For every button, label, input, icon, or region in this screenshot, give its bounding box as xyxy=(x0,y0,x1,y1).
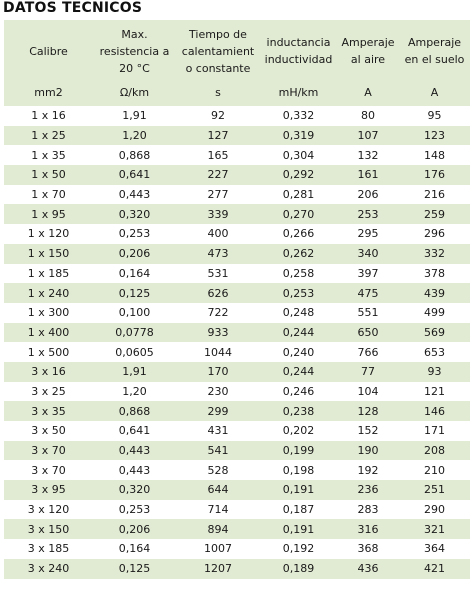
cell-resistance: 0,320 xyxy=(93,204,176,224)
cell-ampacity-air: 283 xyxy=(357,503,379,517)
column-header-line: Amperaje xyxy=(407,36,462,49)
column-header-line: Calibre xyxy=(29,44,68,58)
cell-ampacity-ground: 421 xyxy=(399,559,470,579)
table-row xyxy=(4,421,470,441)
cell-ampacity-air: 650 xyxy=(337,323,399,343)
cell-ampacity-ground: 146 xyxy=(399,401,470,421)
cell-inductance: 0,281 xyxy=(282,188,315,202)
cell-ampacity-air: 152 xyxy=(357,424,379,438)
cell-resistance: 0,125 xyxy=(93,283,176,303)
table-header xyxy=(4,20,470,106)
unit-calibre: mm2 xyxy=(4,82,93,106)
cell-calibre: 1 x 16 xyxy=(31,109,66,123)
unit-resistance: Ω/km xyxy=(93,82,176,106)
unit-ampacity-air: A xyxy=(337,82,399,106)
cell-inductance: 0,304 xyxy=(282,148,315,162)
cell-inductance: 0,246 xyxy=(282,384,315,398)
cell-ampacity-air: 236 xyxy=(337,480,399,500)
cell-inductance: 0,199 xyxy=(260,441,337,461)
cell-ampacity-air: 161 xyxy=(337,165,399,185)
cell-ampacity-ground: 93 xyxy=(399,362,470,382)
table-row xyxy=(4,539,470,559)
cell-calibre: 3 x 50 xyxy=(31,424,66,438)
cell-time-constant: 933 xyxy=(176,323,260,343)
column-header-line: 20 °C xyxy=(119,61,150,75)
cell-resistance: 0,443 xyxy=(118,463,151,477)
cell-time-constant: 339 xyxy=(176,204,260,224)
cell-inductance: 0,319 xyxy=(260,126,337,146)
cell-calibre: 3 x 70 xyxy=(4,441,93,461)
cell-ampacity-ground: 439 xyxy=(399,283,470,303)
cell-ampacity-ground: 123 xyxy=(399,126,470,146)
cell-inductance: 0,270 xyxy=(260,204,337,224)
cell-calibre: 3 x 185 xyxy=(27,542,70,556)
cell-time-constant: 400 xyxy=(207,227,229,241)
table-row xyxy=(4,342,470,362)
cell-ampacity-air: 128 xyxy=(337,401,399,421)
cell-ampacity-ground: 171 xyxy=(424,424,445,438)
cell-ampacity-ground: 176 xyxy=(399,165,470,185)
table-row xyxy=(4,126,470,146)
cell-calibre: 3 x 35 xyxy=(4,401,93,421)
table-row xyxy=(4,264,470,284)
cell-time-constant: 277 xyxy=(207,188,229,202)
cell-inductance: 0,332 xyxy=(282,109,315,123)
cell-ampacity-ground: 148 xyxy=(424,148,445,162)
table-row xyxy=(4,460,470,480)
cell-inductance: 0,258 xyxy=(282,266,315,280)
unit-inductance: mH/km xyxy=(260,82,337,106)
cell-inductance: 0,238 xyxy=(260,401,337,421)
cell-inductance: 0,266 xyxy=(282,227,315,241)
cell-ampacity-ground: 378 xyxy=(424,266,445,280)
cell-ampacity-air: 80 xyxy=(361,109,375,123)
cell-ampacity-ground: 208 xyxy=(399,441,470,461)
cell-resistance: 0,868 xyxy=(93,401,176,421)
column-header-line: inductividad xyxy=(264,53,333,66)
cell-resistance: 1,20 xyxy=(122,384,147,398)
cell-resistance: 1,20 xyxy=(93,126,176,146)
column-header-time-constant xyxy=(176,20,260,82)
cell-inductance: 0,244 xyxy=(260,323,337,343)
cell-ampacity-air: 551 xyxy=(357,306,379,320)
cell-time-constant: 299 xyxy=(176,401,260,421)
cell-inductance: 0,202 xyxy=(282,424,315,438)
cell-ampacity-ground: 216 xyxy=(424,188,445,202)
cell-resistance: 0,320 xyxy=(93,480,176,500)
cell-ampacity-ground: 321 xyxy=(399,519,470,539)
cell-time-constant: 431 xyxy=(207,424,229,438)
cell-ampacity-ground: 121 xyxy=(424,384,445,398)
cell-ampacity-air: 190 xyxy=(337,441,399,461)
cell-resistance: 0,253 xyxy=(118,227,151,241)
table-row xyxy=(4,519,470,539)
cell-calibre: 3 x 16 xyxy=(4,362,93,382)
cell-inductance: 0,187 xyxy=(282,503,315,517)
table-row xyxy=(4,224,470,244)
cell-time-constant: 1007 xyxy=(204,542,232,556)
cell-calibre: 1 x 500 xyxy=(27,345,70,359)
cell-inductance: 0,262 xyxy=(260,244,337,264)
table-row xyxy=(4,362,470,382)
cell-inductance: 0,192 xyxy=(282,542,315,556)
cell-ampacity-air: 295 xyxy=(357,227,379,241)
cell-inductance: 0,191 xyxy=(260,480,337,500)
column-header-line: Tiempo de xyxy=(189,27,247,41)
cell-ampacity-air: 192 xyxy=(357,463,379,477)
table-row xyxy=(4,106,470,126)
technical-data-table xyxy=(4,20,470,579)
cell-resistance: 0,125 xyxy=(93,559,176,579)
cell-ampacity-air: 253 xyxy=(337,204,399,224)
unit-ampacity-ground: A xyxy=(399,82,470,106)
cell-ampacity-air: 104 xyxy=(357,384,379,398)
cell-ampacity-ground: 259 xyxy=(399,204,470,224)
cell-resistance: 0,443 xyxy=(118,188,151,202)
cell-calibre: 1 x 95 xyxy=(4,204,93,224)
cell-calibre: 3 x 95 xyxy=(4,480,93,500)
cell-time-constant: 722 xyxy=(207,306,229,320)
cell-ampacity-air: 436 xyxy=(337,559,399,579)
cell-calibre: 3 x 25 xyxy=(31,384,66,398)
cell-resistance: 0,641 xyxy=(93,165,176,185)
cell-resistance: 1,91 xyxy=(122,109,147,123)
cell-calibre: 1 x 70 xyxy=(31,188,66,202)
cell-time-constant: 473 xyxy=(176,244,260,264)
column-header-inductance xyxy=(260,20,337,82)
table-row xyxy=(4,244,470,264)
column-header-line: inductancia xyxy=(266,36,331,49)
cell-resistance: 0,164 xyxy=(118,542,151,556)
cell-time-constant: 1044 xyxy=(204,345,232,359)
cell-time-constant: 227 xyxy=(176,165,260,185)
cell-inductance: 0,244 xyxy=(260,362,337,382)
cell-calibre: 3 x 240 xyxy=(4,559,93,579)
column-header-line: Amperaje xyxy=(341,36,395,49)
table-row xyxy=(4,401,470,421)
table-row xyxy=(4,165,470,185)
cell-time-constant: 165 xyxy=(207,148,229,162)
cell-calibre: 1 x 25 xyxy=(4,126,93,146)
cell-resistance: 0,868 xyxy=(118,148,151,162)
cell-inductance: 0,198 xyxy=(282,463,315,477)
cell-calibre: 1 x 150 xyxy=(4,244,93,264)
cell-ampacity-ground: 290 xyxy=(424,503,445,517)
cell-ampacity-air: 316 xyxy=(337,519,399,539)
table-row xyxy=(4,500,470,520)
unit-time-constant: s xyxy=(176,82,260,106)
column-header-line: al aire xyxy=(350,53,386,66)
cell-calibre: 3 x 70 xyxy=(31,463,66,477)
cell-inductance: 0,191 xyxy=(260,519,337,539)
table-row xyxy=(4,303,470,323)
cell-resistance: 0,641 xyxy=(118,424,151,438)
page-title: DATOS TECNICOS xyxy=(3,0,143,16)
column-header-ampacity-ground xyxy=(399,20,470,82)
cell-ampacity-ground: 364 xyxy=(424,542,445,556)
cell-ampacity-air: 368 xyxy=(357,542,379,556)
table-row xyxy=(4,441,470,461)
table-row xyxy=(4,204,470,224)
units-row xyxy=(4,82,470,106)
cell-calibre: 1 x 35 xyxy=(31,148,66,162)
cell-ampacity-air: 132 xyxy=(357,148,379,162)
cell-inductance: 0,240 xyxy=(282,345,315,359)
column-header-line: resistencia a xyxy=(99,44,170,58)
cell-calibre: 1 x 240 xyxy=(4,283,93,303)
cell-inductance: 0,292 xyxy=(260,165,337,185)
cell-resistance: 0,100 xyxy=(118,306,151,320)
cell-ampacity-ground: 569 xyxy=(399,323,470,343)
cell-ampacity-ground: 210 xyxy=(424,463,445,477)
cell-calibre: 1 x 300 xyxy=(27,306,70,320)
cell-time-constant: 230 xyxy=(207,384,229,398)
column-header-resistance xyxy=(93,20,176,82)
cell-time-constant: 714 xyxy=(207,503,229,517)
cell-ampacity-air: 766 xyxy=(357,345,379,359)
table-body xyxy=(4,106,470,579)
cell-resistance: 0,253 xyxy=(118,503,151,517)
table-row xyxy=(4,480,470,500)
cell-inductance: 0,189 xyxy=(260,559,337,579)
cell-ampacity-air: 206 xyxy=(357,188,379,202)
cell-resistance: 0,206 xyxy=(93,519,176,539)
cell-inductance: 0,253 xyxy=(260,283,337,303)
cell-ampacity-air: 77 xyxy=(337,362,399,382)
cell-time-constant: 531 xyxy=(207,266,229,280)
column-header-line: o constante xyxy=(185,61,251,75)
cell-ampacity-ground: 251 xyxy=(399,480,470,500)
cell-ampacity-ground: 296 xyxy=(424,227,445,241)
column-header-line: calentamient xyxy=(181,44,255,58)
column-header-line: en el suelo xyxy=(404,53,465,66)
cell-calibre: 1 x 185 xyxy=(27,266,70,280)
cell-resistance: 0,206 xyxy=(93,244,176,264)
cell-resistance: 1,91 xyxy=(93,362,176,382)
table-row xyxy=(4,283,470,303)
cell-calibre: 3 x 150 xyxy=(4,519,93,539)
cell-ampacity-air: 107 xyxy=(337,126,399,146)
cell-resistance: 0,0605 xyxy=(115,345,154,359)
column-header-ampacity-air xyxy=(337,20,399,82)
cell-inductance: 0,248 xyxy=(282,306,315,320)
cell-ampacity-air: 340 xyxy=(337,244,399,264)
cell-resistance: 0,164 xyxy=(118,266,151,280)
cell-time-constant: 626 xyxy=(176,283,260,303)
cell-time-constant: 170 xyxy=(176,362,260,382)
table-row xyxy=(4,382,470,402)
cell-calibre: 1 x 50 xyxy=(4,165,93,185)
cell-ampacity-ground: 499 xyxy=(424,306,445,320)
table-row xyxy=(4,145,470,165)
cell-time-constant: 541 xyxy=(176,441,260,461)
cell-time-constant: 644 xyxy=(176,480,260,500)
cell-calibre: 3 x 120 xyxy=(27,503,70,517)
column-header-row xyxy=(4,20,470,82)
table-row xyxy=(4,323,470,343)
table-row xyxy=(4,185,470,205)
cell-time-constant: 1207 xyxy=(176,559,260,579)
column-header-calibre xyxy=(4,20,93,82)
cell-time-constant: 528 xyxy=(207,463,229,477)
cell-ampacity-ground: 332 xyxy=(399,244,470,264)
cell-ampacity-ground: 95 xyxy=(427,109,442,123)
cell-ampacity-ground: 653 xyxy=(424,345,445,359)
cell-time-constant: 894 xyxy=(176,519,260,539)
column-header-line: Max. xyxy=(121,27,148,41)
cell-time-constant: 127 xyxy=(176,126,260,146)
cell-resistance: 0,0778 xyxy=(93,323,176,343)
cell-ampacity-air: 397 xyxy=(357,266,379,280)
cell-ampacity-air: 475 xyxy=(337,283,399,303)
cell-calibre: 1 x 120 xyxy=(27,227,70,241)
cell-resistance: 0,443 xyxy=(93,441,176,461)
cell-calibre: 1 x 400 xyxy=(4,323,93,343)
cell-time-constant: 92 xyxy=(211,109,225,123)
table-row xyxy=(4,559,470,579)
